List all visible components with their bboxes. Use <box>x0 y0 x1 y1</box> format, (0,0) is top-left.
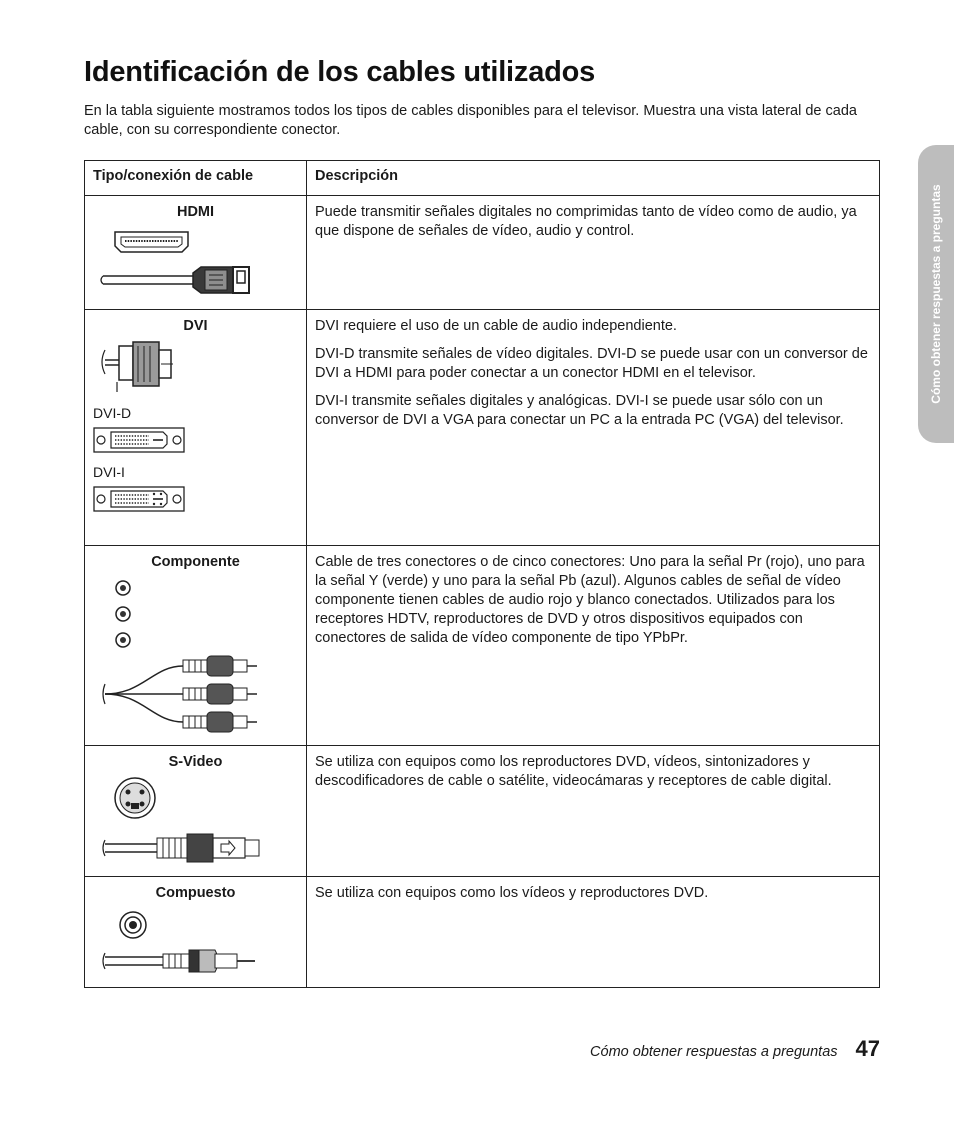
cable-type-label: Compuesto <box>155 885 236 901</box>
cable-type-label: DVI <box>183 318 208 334</box>
description-text: Cable de tres conectores o de cinco conectores: Uno para la señal Pr (rojo), uno para la señal Y (verde) y uno para la señal Pb (azul). Algunos cables de señal de vídeo componente tienen cables de audio rojo y blanco conectados. Utilizados para los receptores HDTV, reproductores de DVD y otros dispositivos equipados con conectores de salida de vídeo componente de tipo YPbPr. <box>315 554 865 646</box>
table-row-composite <box>85 877 880 988</box>
description-text: DVI-I transmite señales digitales y analógicas. DVI-I se puede usar sólo con un conversor de DVI a VGA para conectar un PC a la entrada PC (VGA) del televisor. <box>315 393 844 428</box>
type-cell <box>85 546 307 746</box>
header-type: Tipo/conexión de cable <box>85 161 307 196</box>
component-cable-icon <box>93 576 263 736</box>
description-text: Se utiliza con equipos como los vídeos y reproductores DVD. <box>315 885 709 901</box>
intro-paragraph: En la tabla siguiente mostramos todos los tipos de cables disponibles para el televisor. Muestra una vista lateral de cada cable, con su correspondiente conector. <box>84 103 857 138</box>
type-cell <box>85 196 307 310</box>
description-cell <box>307 310 880 546</box>
description-cell <box>307 877 880 988</box>
dvi-i-connector-icon <box>93 486 185 512</box>
description-cell <box>307 746 880 877</box>
cable-type-label: Componente <box>151 554 240 570</box>
description-cell <box>307 196 880 310</box>
dvi-cable-icon <box>93 340 183 394</box>
header-description: Descripción <box>307 161 880 196</box>
description-text: Puede transmitir señales digitales no comprimidas tanto de vídeo como de audio, ya que dispone de señales de vídeo, audio y control. <box>315 204 857 239</box>
description-cell <box>307 546 880 746</box>
dvi-d-connector-icon <box>93 427 185 453</box>
page-number: 47 <box>855 1036 880 1061</box>
description-text: DVI-D transmite señales de vídeo digitales. DVI-D se puede usar con un conversor de DVI a HDMI para poder conectar a un conector HDMI en el televisor. <box>315 346 868 381</box>
type-cell <box>85 746 307 877</box>
table-header-row <box>85 161 880 196</box>
cable-type-label: HDMI <box>176 204 215 220</box>
page-footer <box>590 1036 880 1062</box>
page-title: Identificación de los cables utilizados <box>84 56 596 88</box>
cables-table <box>84 160 880 988</box>
side-tab-label: Cómo obtener respuestas a preguntas <box>929 184 943 404</box>
hdmi-cable-icon <box>93 226 253 301</box>
dvi-i-label: DVI-I <box>93 464 125 480</box>
description-text: DVI requiere el uso de un cable de audio independiente. <box>315 318 677 334</box>
composite-cable-icon <box>93 907 263 979</box>
s-video-cable-icon <box>93 776 263 868</box>
side-section-tab <box>918 145 954 443</box>
dvi-d-label: DVI-D <box>93 405 132 421</box>
cable-type-label: S-Video <box>168 754 223 770</box>
footer-section-title: Cómo obtener respuestas a preguntas <box>590 1044 838 1060</box>
table-row-s-video <box>85 746 880 877</box>
table-row-hdmi <box>85 196 880 310</box>
table-row-component <box>85 546 880 746</box>
description-text: Se utiliza con equipos como los reproductores DVD, vídeos, sintonizadores y descodificadores de cable o satélite, videocámaras y receptores de cable digital. <box>315 754 832 789</box>
table-row-dvi <box>85 310 880 546</box>
type-cell <box>85 310 307 546</box>
type-cell <box>85 877 307 988</box>
